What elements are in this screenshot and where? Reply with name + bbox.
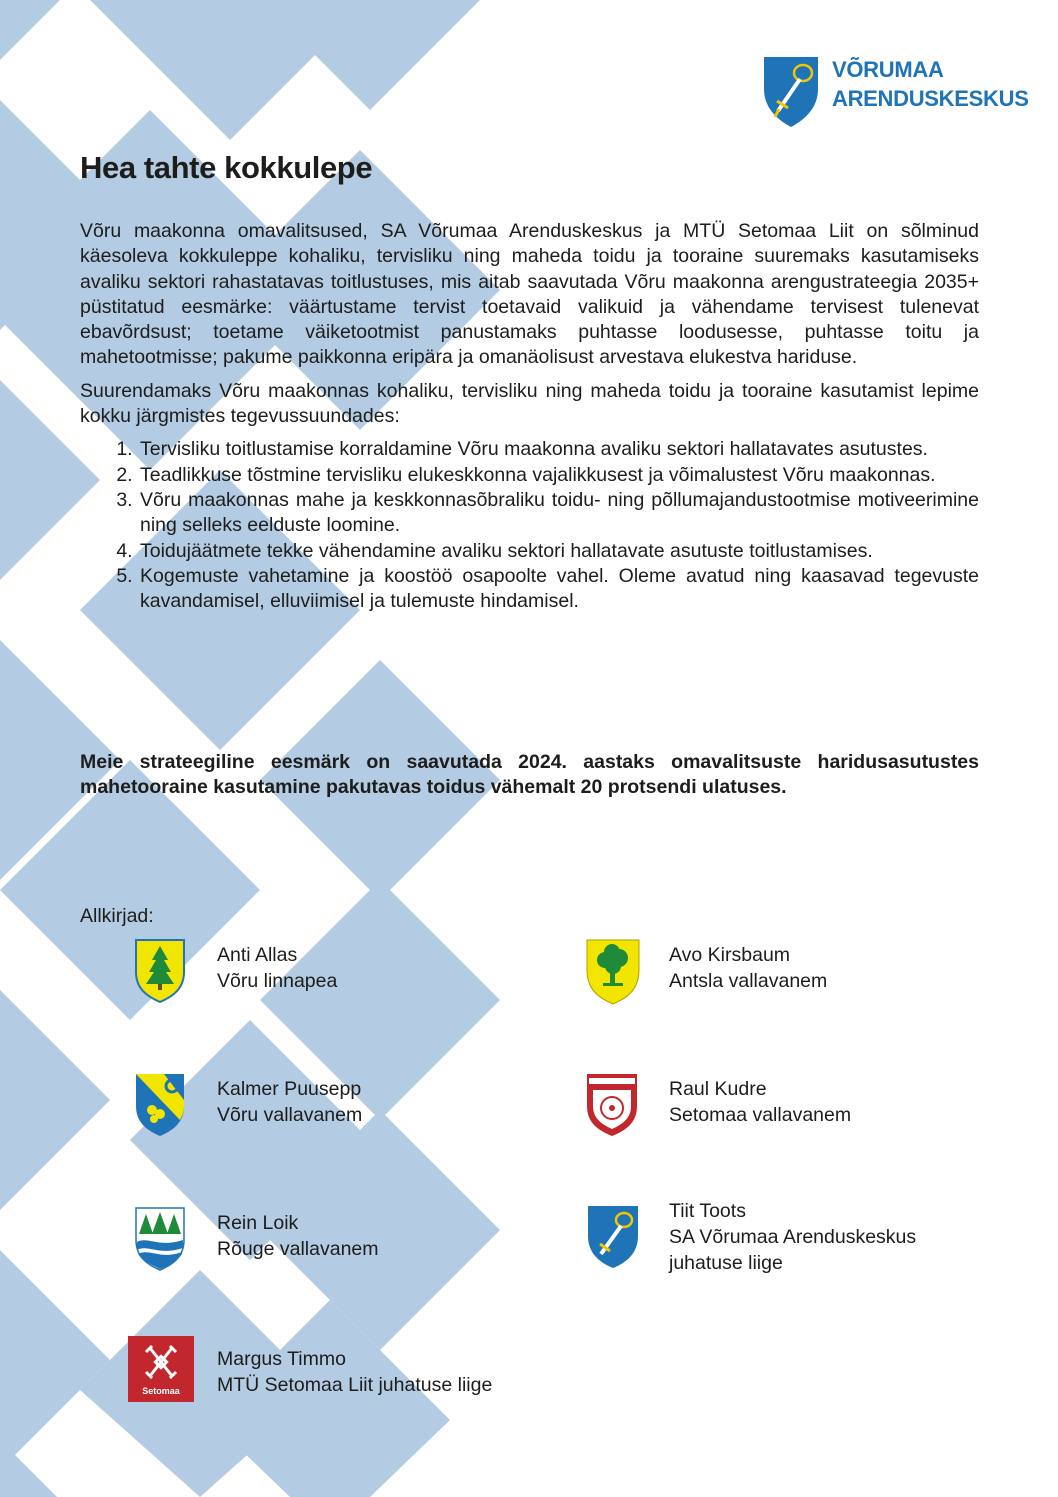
signatory-role: Võru vallavanem (217, 1104, 363, 1126)
logo-line-2: ARENDUSKESKUS (832, 86, 1029, 111)
signatory-role: Võru linnapea (217, 970, 338, 992)
voru-city-crest-icon (134, 938, 186, 1004)
signatory-rouge-parish (134, 1206, 534, 1276)
signatory-role: Antsla vallavanem (669, 970, 828, 992)
direction-item: 2. Teadlikkuse tõstmine tervisliku elukeskkonna vajalikkusest ja võimalustest Võru maakonnas. (138, 463, 979, 488)
vorumaa-arenduskeskus-logo (762, 55, 1029, 135)
signatory-role: SA Võrumaa Arenduskeskus (669, 1226, 917, 1248)
vorumaa-shield-icon (762, 55, 820, 129)
signatory-voru-city (134, 938, 534, 1008)
signatory-name: Anti Allas (217, 944, 298, 966)
signatory-role: Setomaa vallavanem (669, 1104, 852, 1126)
signatory-name: Rein Loik (217, 1212, 299, 1234)
setomaa-logo-icon (128, 1336, 194, 1402)
direction-item: 1. Tervisliku toitlustamise korraldamine Võru maakonna avaliku sektori hallatavates asutustes. (138, 437, 979, 462)
logo-line-1: VÕRUMAA (832, 57, 944, 82)
direction-item: 4. Toidujäätmete tekke vähendamine avaliku sektori hallatavate asutuste toitlustamises. (138, 539, 979, 564)
strategic-goal: Meie strateegiline eesmärk on saavutada 2024. aastaks omavalitsuste haridusasutustes mahetooraine kasutamine pakutavas toidus vähemalt 20 protsendi ulatuses. (80, 751, 979, 799)
signatory-name: Avo Kirsbaum (669, 944, 791, 966)
setomaa-logo-label: Setomaa (142, 1386, 180, 1396)
vorumaa-crest-icon (586, 1204, 640, 1270)
signatory-role-line-2: juhatuse liige (669, 1252, 783, 1274)
signatory-setomaa-liit (128, 1336, 568, 1406)
signatory-name: Tiit Toots (669, 1200, 746, 1222)
lead-in-paragraph: Suurendamaks Võru maakonnas kohaliku, tervisliku ning maheda toidu ja tooraine kasutamist lepime kokku järgmistes tegevussuundades: (80, 379, 979, 428)
signatory-name: Margus Timmo (217, 1348, 346, 1370)
signatory-voru-parish (134, 1072, 534, 1142)
page-title: Hea tahte kokkulepe (80, 150, 373, 185)
antsla-parish-crest-icon (585, 938, 641, 1006)
directions-list (80, 437, 979, 614)
signatory-role: MTÜ Setomaa Liit juhatuse liige (217, 1374, 493, 1396)
signatory-name: Kalmer Puusepp (217, 1078, 362, 1100)
voru-parish-crest-icon (134, 1072, 186, 1138)
signatures-heading: Allkirjad: (80, 905, 154, 927)
direction-item: 5. Kogemuste vahetamine ja koostöö osapoolte vahel. Oleme avatud ning kaasavad tegevuste kavandamisel, elluviimisel ja tulemuste hindamisel. (138, 564, 979, 615)
signatory-role: Rõuge vallavanem (217, 1238, 379, 1260)
agreement-body (80, 219, 979, 614)
direction-item: 3. Võru maakonnas mahe ja keskkonnasõbraliku toidu- ning põllumajandustootmise motiveerimine ning selleks eelduste loomine. (138, 488, 979, 539)
signatory-name: Raul Kudre (669, 1078, 767, 1100)
intro-paragraph: Võru maakonna omavalitsused, SA Võrumaa Arenduskeskus ja MTÜ Setomaa Liit on sõlminud käesoleva kokkuleppe kohaliku, tervisliku ning maheda toidu ja tooraine suuremaks kasutamiseks avaliku sektori rahastatavas toitlustuses, mis aitab saavutada Võru maakonna arengustrateegia 2035+ püstitatud eesmärke: väärtustame tervist toetavaid valikuid ja vähendame tervisest tulenevat ebavõrdsust; toetame väiketootmist panustamaks puhtasse loodusesse, puhtasse toitu ja mahetootmisse; pakume paikkonna eripära ja omanäolisust arvestava elukestva hariduse. (80, 220, 979, 369)
setomaa-parish-crest-icon (585, 1072, 639, 1138)
signatory-setomaa-parish (585, 1072, 985, 1142)
signatory-antsla-parish (585, 938, 985, 1008)
rouge-parish-crest-icon (134, 1206, 186, 1272)
logo-wordmark (832, 55, 1029, 113)
signatory-vorumaa-arenduskeskus (586, 1198, 1006, 1278)
